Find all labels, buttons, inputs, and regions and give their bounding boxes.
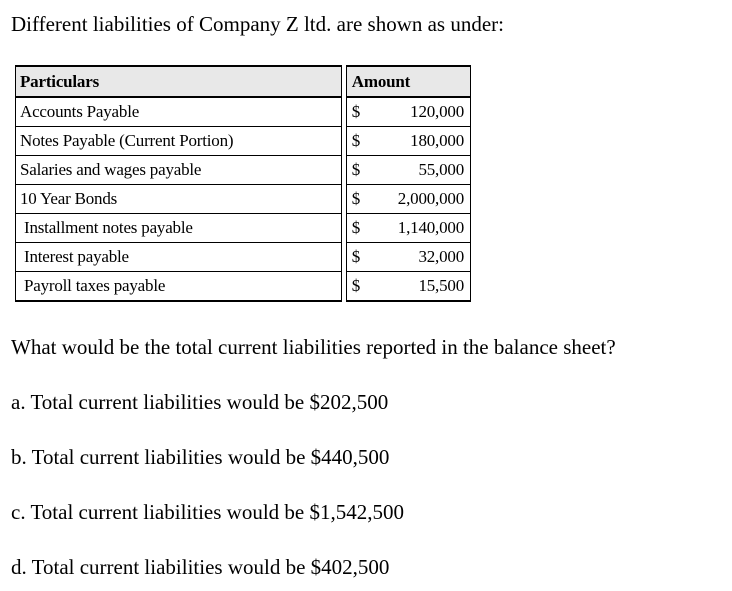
row-currency: $ (351, 189, 361, 208)
row-currency: $ (351, 160, 361, 179)
row-particulars: 10 Year Bonds (16, 185, 342, 214)
header-particulars: Particulars (16, 66, 342, 97)
row-particulars: Payroll taxes payable (16, 272, 342, 302)
table-row (16, 272, 471, 302)
intro-text: Different liabilities of Company Z ltd. are shown as under: (11, 12, 504, 36)
row-currency: $ (351, 276, 361, 295)
row-amount: 55,000 (418, 160, 464, 179)
option-c[interactable]: c. Total current liabilities would be $1,542,500 (11, 500, 404, 524)
liabilities-table (15, 65, 471, 302)
row-currency: $ (351, 247, 361, 266)
row-particulars: Interest payable (16, 243, 342, 272)
table-row (16, 127, 471, 156)
table-row (16, 214, 471, 243)
table-row (16, 97, 471, 127)
option-b[interactable]: b. Total current liabilities would be $440,500 (11, 445, 390, 469)
row-currency: $ (351, 131, 361, 150)
row-particulars: Installment notes payable (16, 214, 342, 243)
table-row (16, 243, 471, 272)
table-row (16, 185, 471, 214)
table-row (16, 156, 471, 185)
row-amount: 1,140,000 (397, 218, 464, 237)
row-particulars: Notes Payable (Current Portion) (16, 127, 342, 156)
option-d[interactable]: d. Total current liabilities would be $402,500 (11, 555, 390, 579)
row-particulars: Accounts Payable (16, 97, 342, 127)
question-text: What would be the total current liabilities reported in the balance sheet? (11, 335, 616, 359)
row-amount: 15,500 (418, 276, 464, 295)
row-currency: $ (351, 218, 361, 237)
row-amount: 2,000,000 (397, 189, 464, 208)
row-currency: $ (351, 102, 361, 121)
row-amount: 180,000 (410, 131, 464, 150)
row-amount: 32,000 (418, 247, 464, 266)
table-header-row (16, 66, 471, 97)
option-a[interactable]: a. Total current liabilities would be $202,500 (11, 390, 389, 414)
header-amount: Amount (346, 66, 470, 97)
row-amount: 120,000 (410, 102, 464, 121)
row-particulars: Salaries and wages payable (16, 156, 342, 185)
